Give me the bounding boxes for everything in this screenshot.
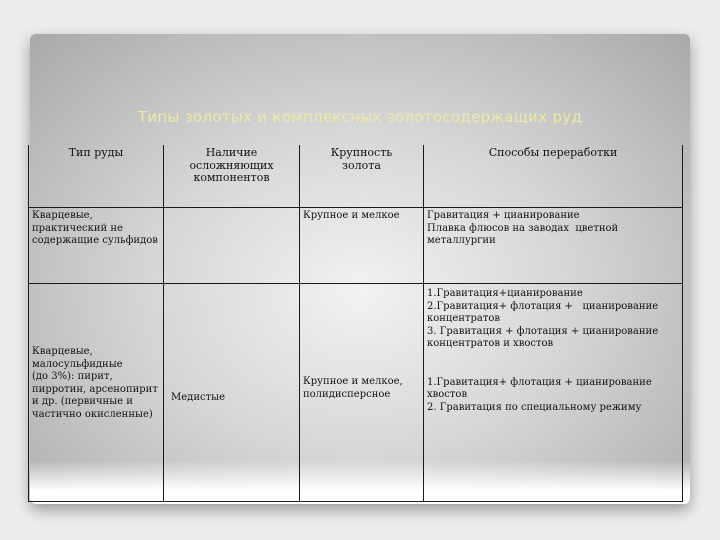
cell-line: и др. (первичные и — [32, 396, 133, 407]
row2-components — [164, 284, 300, 502]
cell-line: Крупное и мелкое — [303, 210, 400, 221]
cell-line: 2. Гравитация по специальному режиму — [427, 401, 642, 413]
slide-title: Типы золотых и комплексных золотосодержащих руд — [137, 108, 583, 126]
row1-gold-size — [300, 208, 424, 284]
row2-ore-type — [29, 284, 164, 502]
row1-methods — [424, 208, 683, 284]
cell-line: Кварцевые, — [32, 346, 93, 357]
header-ore-type — [29, 145, 164, 208]
cell-line: Гравитация + цианирование — [427, 210, 580, 221]
cell-line: 1.Гравитация+цианирование — [427, 288, 583, 299]
spacer — [427, 351, 679, 377]
ore-types-table — [28, 145, 683, 502]
header-gold-size — [300, 145, 424, 208]
cell-line: 2.Гравитация+ флотация + цианирование — [427, 300, 659, 312]
header-processing-methods — [424, 145, 683, 208]
cell-line: (до 3%): пирит, — [32, 371, 113, 382]
table-row — [29, 284, 683, 502]
header-line: Способы переработки — [488, 146, 618, 159]
row1-components — [164, 208, 300, 284]
cell-line: металлургии — [427, 235, 496, 246]
cell-line: практический не — [32, 222, 123, 234]
header-components — [164, 145, 300, 208]
cell-line: концентратов и хвостов — [427, 338, 554, 349]
row2-methods — [424, 284, 683, 502]
row1-ore-type — [29, 208, 164, 284]
cell-line: Плавка флюсов на заводах цветной — [427, 222, 619, 234]
table-header-row — [29, 145, 683, 208]
cell-line: содержащие сульфидов — [32, 235, 158, 246]
cell-line: Крупное и мелкое, — [303, 376, 403, 387]
cell-line: хвостов — [427, 389, 468, 400]
cell-line: полидисперсное — [303, 388, 391, 400]
cell-line: 3. Гравитация + флотация + цианирование — [427, 325, 659, 337]
cell-line: концентратов — [427, 313, 501, 324]
row2-gold-size — [300, 284, 424, 502]
cell-line: частично окисленные) — [32, 408, 153, 420]
cell-line: малосульфидные — [32, 358, 123, 370]
header-line: Крупность — [330, 146, 393, 159]
table-row — [29, 208, 683, 284]
cell-line: Медистые — [171, 392, 225, 403]
cell-line: пирротин, арсенопирит — [32, 383, 158, 395]
header-line: Наличие — [205, 146, 258, 159]
header-line: компонентов — [193, 171, 270, 184]
header-line: осложняющих — [189, 158, 274, 172]
header-line: золота — [342, 158, 381, 172]
header-line: Тип руды — [68, 146, 124, 159]
cell-line: 1.Гравитация+ флотация + цианирование — [427, 376, 652, 388]
cell-line: Кварцевые, — [32, 210, 93, 221]
